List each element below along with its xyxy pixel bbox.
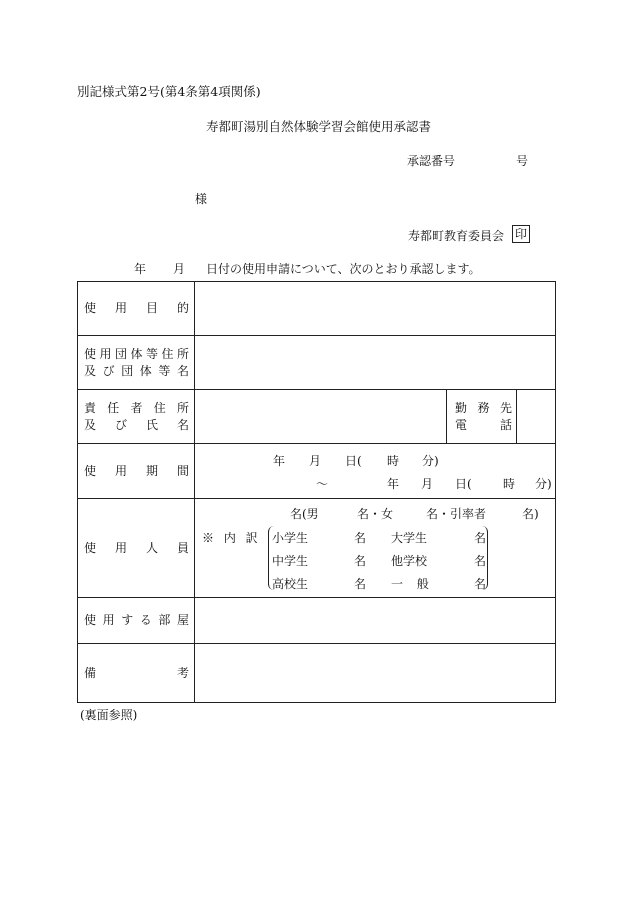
form-reference: 別記様式第2号(第4条第4項関係) <box>77 84 261 99</box>
room-value[interactable] <box>195 598 555 643</box>
row-period <box>78 443 555 498</box>
addressee-suffix: 様 <box>195 192 208 206</box>
purpose-label: 使用目的 <box>78 282 195 335</box>
period-label: 使用期間 <box>78 444 195 498</box>
approval-number-suffix: 号 <box>516 154 529 168</box>
row-room <box>78 597 555 643</box>
group-label: 使用団体等住所 及び団体等名 <box>78 336 195 389</box>
remarks-value[interactable] <box>195 644 555 702</box>
row-persons <box>78 498 555 597</box>
document-title: 寿都町湯別自然体験学習会館使用承認書 <box>206 119 432 134</box>
row-responsible <box>78 389 555 443</box>
intro-text: 日付の使用申請について、次のとおり承認します。 <box>206 262 481 276</box>
intro-year: 年 <box>134 262 147 276</box>
workplace-label: 勤務先 電話 <box>455 400 512 432</box>
persons-label: 使用人員 <box>78 499 195 597</box>
remarks-label: 備 考 <box>78 644 195 702</box>
breakdown-label: ※ 内 訳 <box>202 531 258 545</box>
intro-month: 月 <box>173 262 186 276</box>
seal-mark: 印 <box>512 225 530 243</box>
issuer-name: 寿都町教育委員会 <box>408 229 505 243</box>
responsible-label: 責任者住所 及び氏名 <box>78 390 195 443</box>
row-remarks <box>78 643 555 702</box>
approval-number-label: 承認番号 <box>407 154 456 168</box>
responsible-value[interactable] <box>195 390 446 443</box>
room-label: 使用する部屋 <box>78 598 195 643</box>
footer-note: (裏面参照) <box>80 708 138 722</box>
period-value[interactable]: 年 月 日( 時 分) 〜 年 月 日( 時 分) <box>273 454 552 491</box>
workplace-value[interactable] <box>516 390 555 443</box>
row-group <box>78 335 555 389</box>
row-purpose <box>78 282 555 335</box>
group-value[interactable] <box>195 336 555 389</box>
purpose-value[interactable] <box>195 282 555 335</box>
approval-form-table <box>77 281 556 703</box>
persons-value[interactable]: 名(男 名・女 名・引率者 名) ※ 内 訳 小学生 名 大学生 名 中学生 名 他学校 名 高校生 名 一 般 名 <box>202 507 539 591</box>
